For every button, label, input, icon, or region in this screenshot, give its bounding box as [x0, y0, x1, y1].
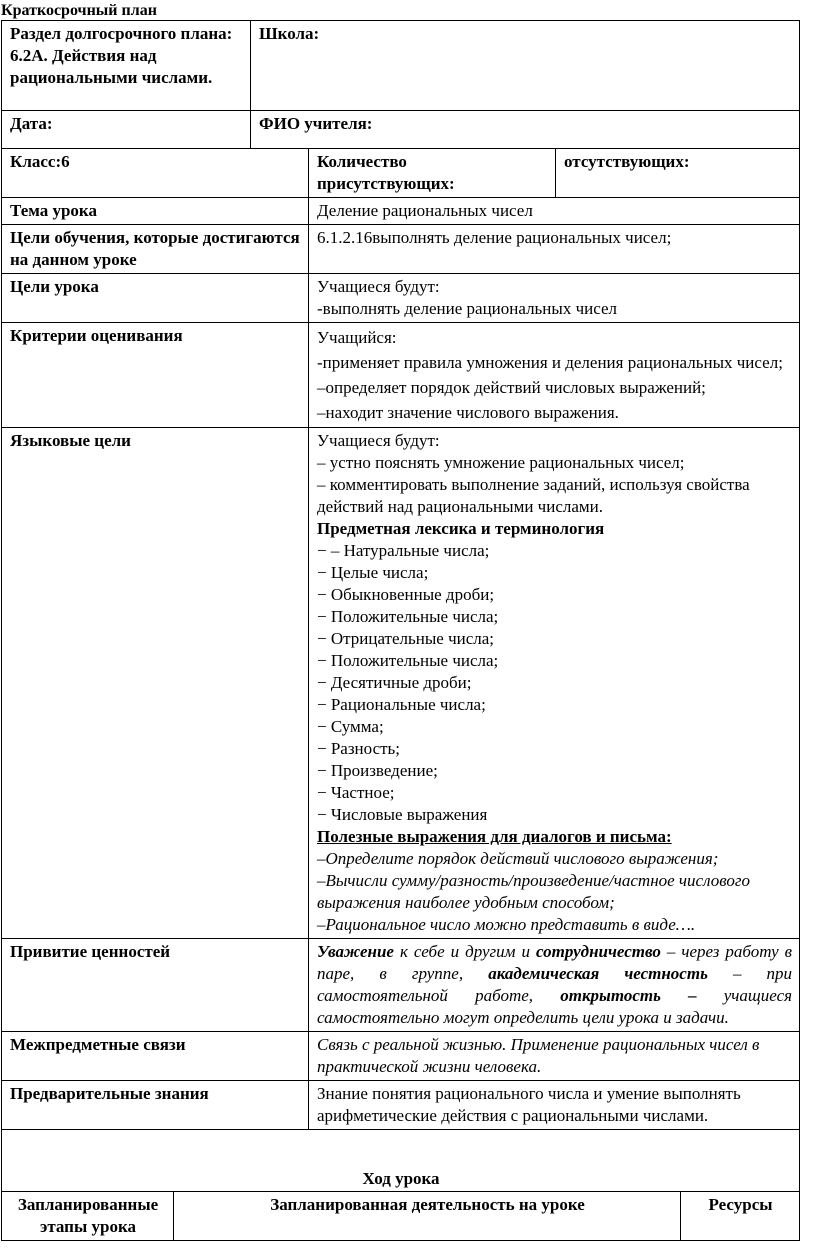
lesson-goals-line: Учащиеся будут: — [317, 277, 440, 296]
class-cell: Класс:6 — [2, 149, 309, 198]
learning-goals-label: Цели обучения, которые достигаются на данном уроке — [2, 225, 309, 274]
criteria-line: –находит значение числового выражения. — [317, 403, 619, 422]
lesson-goals-line: -выполнять деление рациональных чисел — [317, 299, 617, 318]
lesson-plan-table — [1, 20, 800, 1241]
vocab-item: − Частное; — [317, 783, 395, 802]
values-row — [2, 939, 800, 1032]
course-header-row — [2, 1192, 800, 1241]
values-honesty: академическая честность — [488, 964, 708, 983]
language-intro-line: – комментировать выполнение заданий, используя свойства действий над рациональными числами. — [317, 475, 750, 516]
vocab-item: − Сумма; — [317, 717, 384, 736]
section-row — [2, 21, 800, 111]
topic-value: Деление рациональных чисел — [309, 198, 800, 225]
phrase-item: –Вычисли сумму/разность/произведение/частное числового выражения наиболее удобным способом; — [317, 871, 750, 912]
lesson-goals-label: Цели урока — [2, 274, 309, 323]
absent-cell: отсутствующих: — [556, 149, 800, 198]
values-text: – при самостоятельной работе, — [317, 964, 793, 1005]
topic-label: Тема урока — [2, 198, 309, 225]
prior-label: Предварительные знания — [2, 1081, 309, 1130]
cross-row — [2, 1032, 800, 1081]
prior-value: Знание понятия рационального числа и умение выполнять арифметические действия с рациональными числами. — [309, 1081, 800, 1130]
date-row — [2, 111, 800, 149]
date-cell: Дата: — [2, 111, 251, 149]
values-value — [309, 939, 800, 1032]
vocab-item: − Числовые выражения — [317, 805, 488, 824]
values-label: Привитие ценностей — [2, 939, 309, 1032]
vocab-item: − Разность; — [317, 739, 401, 758]
col-activity: Запланированная деятельность на уроке — [174, 1192, 681, 1241]
language-intro-line: Учащиеся будут: — [317, 431, 440, 450]
criteria-line: –определяет порядок действий числовых выражений; — [317, 378, 706, 397]
course-title-row — [2, 1130, 800, 1192]
vocab-item: − Рациональные числа; — [317, 695, 486, 714]
school-cell: Школа: — [251, 21, 800, 111]
col-stages: Запланированные этапы урока — [2, 1192, 174, 1241]
values-text: – через работу в паре, в группе, — [317, 942, 793, 983]
topic-row — [2, 198, 800, 225]
lesson-goals-row — [2, 274, 800, 323]
values-cooperation: сотрудничество — [536, 942, 661, 961]
criteria-row — [2, 323, 800, 428]
language-value — [309, 428, 800, 939]
vocab-title: Предметная лексика и терминология — [317, 519, 605, 538]
vocab-item: − Положительные числа; — [317, 607, 499, 626]
values-text: учащиеся самостоятельно могут определить цели урока и задачи. — [317, 986, 793, 1027]
cross-label: Межпредметные связи — [2, 1032, 309, 1081]
criteria-label: Критерии оценивания — [2, 323, 309, 428]
vocab-item: − Десятичные дроби; — [317, 673, 472, 692]
language-label: Языковые цели — [2, 428, 309, 939]
values-text: к себе и другим и — [393, 942, 537, 961]
vocab-item: − Положительные числа; — [317, 651, 499, 670]
present-cell: Количество присутствующих: — [309, 149, 556, 198]
teacher-cell: ФИО учителя: — [251, 111, 800, 149]
criteria-value — [309, 323, 800, 428]
document-title: Краткосрочный план — [1, 2, 157, 19]
section-cell: Раздел долгосрочного плана: 6.2А. Действия над рациональными числами. — [2, 21, 251, 111]
vocab-item: − Обыкновенные дроби; — [317, 585, 495, 604]
criteria-line: Учащийся: — [317, 328, 397, 347]
criteria-line: -применяет правила умножения и деления рациональных чисел; — [317, 353, 783, 372]
class-row — [2, 149, 800, 198]
phrase-item: –Определите порядок действий числового выражения; — [317, 849, 719, 868]
col-resources: Ресурсы — [681, 1192, 800, 1241]
cross-value: Связь с реальной жизнью. Применение рациональных чисел в практической жизни человека. — [309, 1032, 800, 1081]
language-intro-line: – устно пояснять умножение рациональных чисел; — [317, 453, 685, 472]
vocab-item: − – Натуральные числа; — [317, 541, 490, 560]
lesson-goals-value — [309, 274, 800, 323]
phrase-item: –Рациональное число можно представить в виде…. — [317, 915, 696, 934]
course-title: Ход урока — [2, 1130, 800, 1192]
learning-goals-row — [2, 225, 800, 274]
values-openness: открытость – — [560, 986, 697, 1005]
prior-row — [2, 1081, 800, 1130]
phrases-title: Полезные выражения для диалогов и письма: — [317, 827, 672, 846]
vocab-item: − Произведение; — [317, 761, 438, 780]
learning-goals-value: 6.1.2.16выполнять деление рациональных чисел; — [309, 225, 800, 274]
vocab-item: − Целые числа; — [317, 563, 429, 582]
vocab-item: − Отрицательные числа; — [317, 629, 495, 648]
values-respect: Уважение — [317, 942, 394, 961]
language-row — [2, 428, 800, 939]
